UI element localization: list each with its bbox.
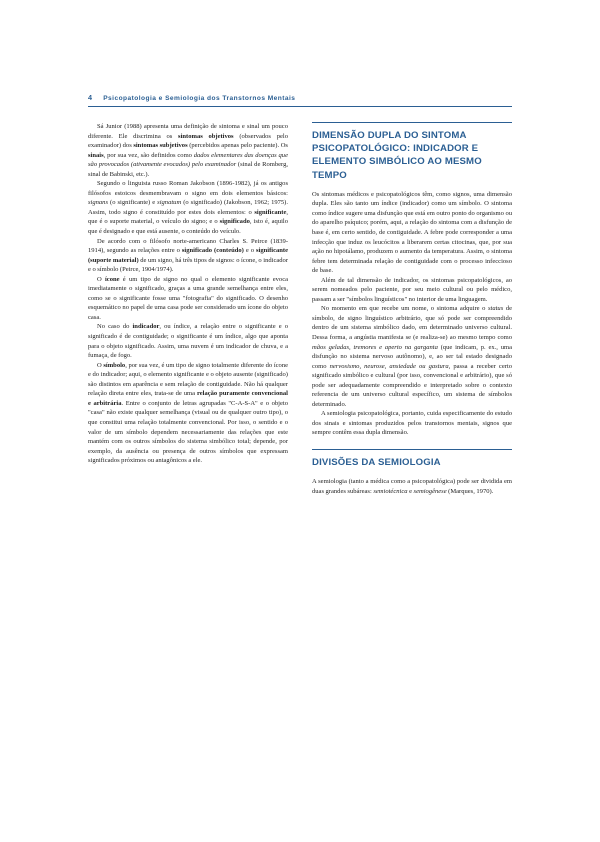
running-title: Psicopatologia e Semiologia dos Transtornos Mentais <box>103 95 296 102</box>
paragraph-text: de um signo, há três tipos de signos: o ícone, o indicador e o símbolo (Peirce, 1904/1974). <box>88 256 288 274</box>
paragraph-text: O <box>97 361 104 369</box>
paragraph-sa-junior <box>88 122 288 179</box>
section-divisoes-semiologia <box>312 449 512 469</box>
paragraph-semiologia-psicopatologica: A semiologia psicopatológica, portanto, cuida especificamente do estudo dos sinais e sintomas produzidos pelos transtornos mentais, signos que sempre contêm essa dupla dimensão. <box>312 410 512 437</box>
emphasis-signatum: signatum <box>157 199 182 207</box>
emphasis-maos-geladas: mãos geladas, tremores e aperto na garganta <box>312 343 438 351</box>
paragraph-text: A semiologia (tanto a médica como a psicopatológica) pode ser dividida em duas grandes subáreas: <box>312 478 512 495</box>
paragraph-sintomas-signos: Os sintomas médicos e psicopatológicos têm, como signos, uma dimensão dupla. Eles são tanto um índice (indicador) como um símbolo. O sintoma como índice sugere uma disfunção que está em outro ponto do organismo ou do aparelho psíquico; porém, aqui, a relação do sintoma com a disfunção de base é, em certo sentido, de contiguidade. A febre pode corresponder a uma infecção que induz os leucócitos a liberarem certas citocinas, que, por sua ação no hipotálamo, produzem o aumento da temperatura. Assim, o sintoma febre tem determinada relação de contiguidade com o processo infeccioso de base. <box>312 190 512 275</box>
paragraph-text: , por sua vez, é um tipo de signo totalmente diferente do ícone e do indicador; aqui, o elemento significante e o objeto ausente (significado) são distintos em aparência e sem relação de contiguidade. Não há qualquer relação direta entre eles, trata-se de uma <box>88 361 288 398</box>
emphasis-dados-elementares: dados elementares das doenças que são provocados (ativamente evocados) pelo examinador <box>88 151 288 169</box>
paragraph-text: , que é o suporte material, o veículo do signo; e o <box>88 208 288 226</box>
paragraph-text: é um tipo de signo no qual o elemento significante evoca imediatamente o significado, graças a uma grande semelhança entre eles, como se o significante fosse uma "fotografia" do significado. O desenho esquemático no papel de uma casa pode ser considerado um ícone do objeto casa. <box>88 275 288 321</box>
paragraph-simbolo <box>88 361 288 466</box>
paragraph-text: Sá Junior (1988) apresenta uma definição de sintoma e sinal um pouco diferente. Ele discrimina os <box>88 123 288 140</box>
page-number: 4 <box>88 93 93 102</box>
section-divider <box>312 122 512 123</box>
emphasis-status: status <box>487 305 504 313</box>
paragraph-text: Segundo o linguista russo Roman Jakobson (1896-1982), já os antigos filósofos estoicos desmembravam o signo em dois elementos básicos: <box>88 180 288 197</box>
right-column <box>312 122 512 812</box>
section-heading-divisoes: DIVISÕES DA SEMIOLOGIA <box>312 457 441 469</box>
paragraph-text: (o significado) (Jakobson, 1962; 1975). Assim, todo signo é constituído por estes dois elementos: o <box>88 199 288 216</box>
paragraph-text: e <box>407 487 414 495</box>
term-sintomas-subjetivos: sintomas subjetivos <box>133 142 188 150</box>
section-divider-2 <box>312 449 512 450</box>
term-sintomas-objetivos: sintomas objetivos <box>178 132 234 140</box>
paragraph-text: (Marques, 1970). <box>446 487 494 495</box>
emphasis-semiogenese: semiogênese <box>413 487 447 495</box>
term-simbolo: símbolo <box>103 361 126 369</box>
section-heading-dimensao-dupla: DIMENSÃO DUPLA DO SINTOMA PSICOPATOLÓGICO: INDICADOR E ELEMENTO SIMBÓLICO AO MESMO TEMPO <box>312 130 482 181</box>
paragraph-icone <box>88 275 288 323</box>
paragraph-text: (observados pelo examinador) dos <box>88 132 288 150</box>
paragraph-status-simbolo <box>312 304 512 409</box>
section-dimensao-dupla <box>312 122 512 182</box>
header-divider <box>88 106 512 107</box>
paragraph-text: , ou índice, a relação entre o significante e o significado é de contiguidade; o significante é um índice, algo que aponta para o objeto significado. Assim, uma nuvem é um indicador de chuva, e a fumaça, de fogo. <box>88 323 288 360</box>
paragraph-text: No caso do <box>97 323 133 331</box>
term-significante-suporte: significante (suporte material) <box>88 247 288 264</box>
emphasis-nervosismo: nervosismo, neurose, ansiedade ou gastura <box>329 362 449 370</box>
paragraph-text: de símbolo, de signo linguístico arbitrário, que só pode ser compreendido dentro de um sistema simbólico dado, em determinado universo cultural. Dessa forma, a angústia manifesta se (e realiza-se) ao mesmo tempo como <box>312 305 512 342</box>
paragraph-peirce <box>88 237 288 275</box>
term-relacao-convencional: relação puramente convencional e arbitrária <box>88 390 288 407</box>
term-significado-conteudo: significado (conteúdo) <box>181 247 244 255</box>
paragraph-text: (sinal de Romberg, sinal de Babinski, etc.). <box>88 161 288 178</box>
paragraph-indicador <box>88 322 288 360</box>
paragraph-text: , por sua vez, são definidos como <box>103 151 194 159</box>
paragraph-text: e o <box>243 247 256 255</box>
term-sinais: sinais <box>88 151 104 159</box>
paragraph-text: (que indicam, p. ex., uma disfunção no sistema nervoso autônomo), e, ao ser tal estado designado como <box>312 343 512 370</box>
paragraph-text: , passa a receber certo significado simbólico e cultural (por isso, convencional e arbitrário), que só pode ser adequadamente compreendido e interpretado sobre o contexto referencia de um universo cultural específico, um sistema de símbolos determinado. <box>312 362 512 408</box>
term-significante: significante <box>254 208 287 216</box>
emphasis-signans: signans <box>88 199 109 207</box>
paragraph-text: De acordo com o filósofo norte-americano Charles S. Peirce (1839-1914), segundo as relações entre o <box>88 237 288 255</box>
paragraph-text: (percebidos apenas pelo paciente). Os <box>187 142 288 150</box>
paragraph-subareas <box>312 477 512 496</box>
paragraph-text: (o significante) e <box>108 199 158 207</box>
paragraph-text: , isto é, aquilo que é designado e que está ausente, o conteúdo do veículo. <box>88 218 288 236</box>
paragraph-text: No momento em que recebe um nome, o sintoma adquire o <box>321 305 488 313</box>
term-indicador: indicador <box>132 323 160 331</box>
running-header <box>88 93 512 102</box>
paragraph-text: O <box>97 275 105 283</box>
two-column-body <box>88 122 512 812</box>
term-significado: significado <box>219 218 250 226</box>
term-icone: ícone <box>104 275 120 283</box>
paragraph-jakobson <box>88 179 288 236</box>
paragraph-text: . Entre o conjunto de letras agrupadas "C-A-S-A" e o objeto "casa" não existe qualquer semelhança (visual ou de qualquer outro tipo), o que constitui uma relação totalmente convencional. Por isso, o sentido e o valor de um símbolo dependem necessariamente das relações que este mantém com os outros símbolos do sistema simbólico total; depende, por exemplo, da ausência ou presença de outros símbolos que expressam significados próximos ou antagônicos a ele. <box>88 399 288 465</box>
left-column <box>88 122 288 812</box>
emphasis-semiotecnica: semiotécnica <box>373 487 408 495</box>
paragraph-simbolos-linguisticos: Além de tal dimensão de indicador, os sintomas psicopatológicos, ao serem nomeados pelo paciente, por seu meio cultural ou pelo médico, passam a ser "símbolos linguísticos" no interior de uma linguagem. <box>312 276 512 303</box>
